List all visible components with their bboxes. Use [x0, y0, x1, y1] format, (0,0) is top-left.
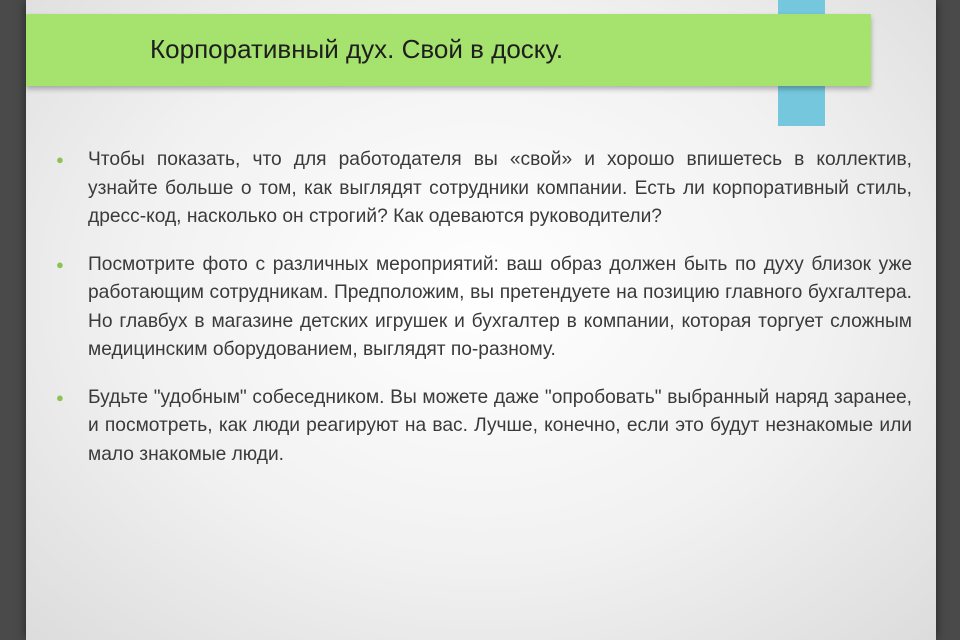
bullet-text: Чтобы показать, что для работодателя вы «свой» и хорошо впишетесь в коллектив, узнайте больше о том, как выглядят сотрудники компании. Есть ли корпоративный стиль, дресс-код, насколько он строгий? Как одеваются руководители? — [88, 149, 912, 227]
slide-title: Корпоративный дух. Свой в доску. — [150, 34, 564, 64]
bullet-dot-icon: ● — [56, 152, 64, 167]
title-band — [26, 14, 871, 86]
bullet-dot-icon: ● — [56, 389, 64, 405]
bullet-item — [56, 146, 912, 232]
bullet-text: Будьте "удобным" собеседником. Вы можете даже "опробовать" выбранный наряд заранее, и посмотреть, как люди реагируют на вас. Лучше, конечно, если это будут незнакомые или мало знакомые люди. — [88, 386, 912, 465]
bullet-item — [56, 384, 912, 470]
bullet-text: Посмотрите фото с различных мероприятий: ваш образ должен быть по духу близок уже работающим сотрудникам. Предположим, вы претендуете на позицию главного бухгалтера. Но главбух в магазине детских игрушек и бухгалтер в компании, которая торгует сложным медицинским оборудованием, выглядят по-разному. — [88, 253, 912, 360]
bullet-item — [56, 251, 912, 365]
bullet-list — [56, 146, 912, 488]
slide — [26, 0, 936, 640]
bullet-dot-icon: ● — [56, 256, 64, 272]
